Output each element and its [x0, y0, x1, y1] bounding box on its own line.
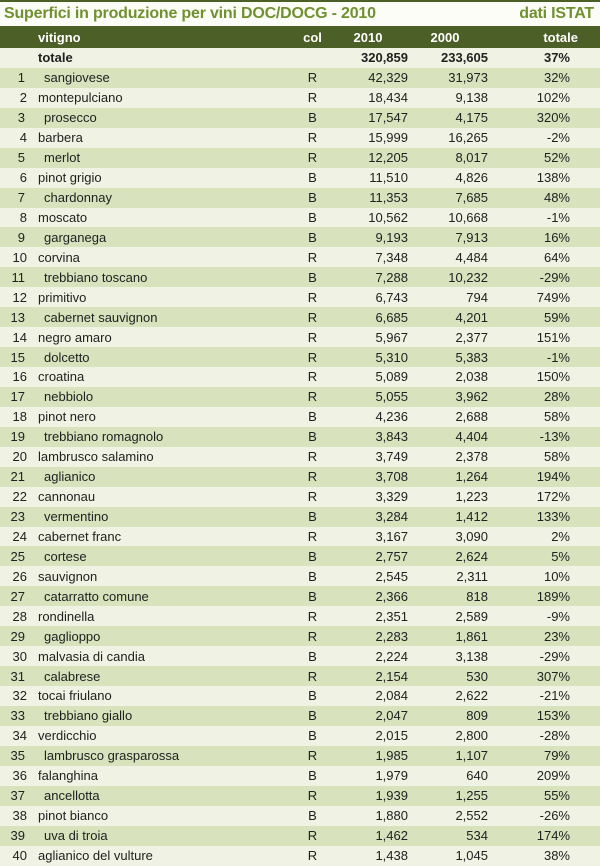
totals-2000-value: 233,605 — [441, 50, 488, 66]
column-header-vitigno: vitigno — [38, 29, 81, 45]
wine-color-cell: R — [307, 489, 318, 505]
grape-name-cell: pinot nero — [38, 409, 96, 425]
grape-name-cell: primitivo — [38, 289, 87, 305]
percent-change-cell: 23% — [543, 628, 570, 644]
table-row — [0, 327, 600, 347]
rank-cell: 17 — [10, 389, 25, 405]
surface-2010-cell: 1,985 — [375, 748, 408, 764]
percent-change-cell: 102% — [536, 90, 570, 106]
surface-2000-cell: 10,232 — [448, 269, 488, 285]
table-row — [0, 786, 600, 806]
wine-color-cell: R — [307, 469, 318, 485]
wine-color-cell: B — [308, 110, 317, 126]
totals-row — [0, 48, 600, 68]
wine-color-cell: B — [308, 229, 317, 245]
table-row — [0, 227, 600, 247]
table-row — [0, 188, 600, 208]
grape-name-cell: corvina — [38, 249, 80, 265]
table-row — [0, 806, 600, 826]
percent-change-cell: 749% — [536, 289, 570, 305]
surface-2000-cell: 640 — [466, 768, 488, 784]
grape-name-cell: sauvignon — [38, 568, 98, 584]
rank-cell: 37 — [10, 788, 25, 804]
surface-2000-cell: 7,685 — [455, 190, 488, 206]
rank-cell: 34 — [12, 728, 27, 744]
surface-2010-cell: 3,843 — [375, 429, 408, 445]
rank-cell: 16 — [12, 369, 27, 385]
percent-change-cell: -26% — [539, 808, 570, 824]
table-row — [0, 706, 600, 726]
surface-2000-cell: 1,223 — [455, 489, 488, 505]
wine-color-cell: R — [307, 668, 318, 684]
percent-change-cell: 5% — [551, 548, 570, 564]
rank-cell: 5 — [17, 150, 25, 166]
table-row — [0, 666, 600, 686]
percent-change-cell: -1% — [546, 349, 570, 365]
grape-name-cell: calabrese — [44, 668, 101, 684]
surface-2010-cell: 7,348 — [375, 249, 408, 265]
wine-color-cell: R — [307, 608, 318, 624]
percent-change-cell: 58% — [543, 409, 570, 425]
table-row — [0, 467, 600, 487]
grape-name-cell: garganega — [44, 229, 107, 245]
wine-color-cell: R — [307, 449, 318, 465]
percent-change-cell: 10% — [543, 568, 570, 584]
surface-2000-cell: 1,412 — [455, 509, 488, 525]
surface-2000-cell: 5,383 — [455, 349, 488, 365]
surface-2000-cell: 4,404 — [455, 429, 488, 445]
surface-2000-cell: 2,038 — [455, 369, 488, 385]
rank-cell: 14 — [12, 329, 27, 345]
surface-2010-cell: 1,979 — [375, 768, 408, 784]
rank-cell: 32 — [12, 688, 27, 704]
surface-2010-cell: 3,708 — [375, 469, 408, 485]
wine-color-cell: R — [307, 70, 318, 86]
percent-change-cell: 58% — [543, 449, 570, 465]
table-row — [0, 347, 600, 367]
surface-2010-cell: 11,353 — [369, 190, 408, 206]
surface-2010-cell: 7,288 — [375, 269, 408, 285]
table-row — [0, 846, 600, 866]
wine-color-cell: R — [307, 788, 318, 804]
surface-2000-cell: 809 — [466, 708, 488, 724]
grape-name-cell: aglianico — [44, 469, 96, 485]
wine-color-cell: R — [307, 389, 318, 405]
table-row — [0, 527, 600, 547]
rank-cell: 18 — [12, 409, 27, 425]
column-header-col: col — [303, 29, 322, 45]
table-row — [0, 646, 600, 666]
grape-name-cell: merlot — [44, 150, 81, 166]
wine-color-cell: B — [308, 768, 317, 784]
grape-name-cell: verdicchio — [38, 728, 97, 744]
percent-change-cell: 189% — [536, 588, 570, 604]
wine-color-cell: R — [307, 309, 318, 325]
surface-2000-cell: 3,138 — [455, 648, 488, 664]
percent-change-cell: -29% — [539, 648, 570, 664]
percent-change-cell: 151% — [536, 329, 570, 345]
wine-color-cell: R — [307, 628, 318, 644]
surface-2000-cell: 9,138 — [455, 90, 488, 106]
rank-cell: 19 — [10, 429, 25, 445]
page-title: Superfici in produzione per vini DOC/DOCG - 2010 — [4, 5, 376, 22]
wine-color-cell: R — [307, 150, 318, 166]
surface-2010-cell: 2,366 — [375, 588, 408, 604]
table-row — [0, 287, 600, 307]
wine-color-cell: R — [307, 349, 318, 365]
wine-color-cell: R — [307, 828, 318, 844]
surface-2000-cell: 16,265 — [448, 130, 488, 146]
wine-color-cell: R — [307, 130, 318, 146]
rank-cell: 9 — [17, 229, 25, 245]
percent-change-cell: 174% — [536, 828, 570, 844]
table-row — [0, 546, 600, 566]
wine-color-cell: R — [307, 90, 318, 106]
surface-2010-cell: 10,562 — [368, 209, 408, 225]
table-row — [0, 746, 600, 766]
table-row — [0, 307, 600, 327]
surface-2000-cell: 4,201 — [455, 309, 488, 325]
wine-color-cell: R — [307, 289, 318, 305]
percent-change-cell: 64% — [543, 249, 570, 265]
percent-change-cell: 138% — [536, 170, 570, 186]
grape-name-cell: prosecco — [44, 110, 97, 126]
table-row — [0, 128, 600, 148]
percent-change-cell: -29% — [539, 269, 570, 285]
surface-2000-cell: 2,378 — [455, 449, 488, 465]
surface-2000-cell: 10,668 — [448, 209, 488, 225]
grape-name-cell: catarratto comune — [44, 588, 149, 604]
grape-name-cell: gaglioppo — [44, 628, 101, 644]
surface-2010-cell: 3,749 — [375, 449, 408, 465]
percent-change-cell: 150% — [536, 369, 570, 385]
grape-name-cell: cannonau — [38, 489, 96, 505]
surface-2000-cell: 2,622 — [455, 688, 488, 704]
percent-change-cell: -9% — [546, 608, 570, 624]
grape-name-cell: nebbiolo — [44, 389, 94, 405]
wine-color-cell: R — [307, 249, 318, 265]
surface-2010-cell: 2,224 — [375, 648, 408, 664]
percent-change-cell: 48% — [543, 190, 570, 206]
grape-name-cell: chardonnay — [44, 190, 112, 206]
wine-color-cell: R — [307, 748, 318, 764]
rank-cell: 13 — [10, 309, 25, 325]
percent-change-cell: 79% — [543, 748, 570, 764]
rank-cell: 15 — [10, 349, 25, 365]
surface-2010-cell: 2,351 — [375, 608, 408, 624]
rank-cell: 29 — [10, 628, 25, 644]
table-row — [0, 507, 600, 527]
column-header-2010: 2010 — [353, 29, 383, 45]
table-body — [0, 68, 600, 866]
percent-change-cell: 52% — [543, 150, 570, 166]
percent-change-cell: 38% — [543, 847, 570, 863]
grape-name-cell: pinot grigio — [38, 170, 102, 186]
grape-name-cell: dolcetto — [44, 349, 90, 365]
title-bar — [0, 2, 600, 26]
table-row — [0, 566, 600, 586]
surface-2000-cell: 794 — [466, 289, 488, 305]
surface-2010-cell: 5,055 — [375, 389, 408, 405]
surface-2010-cell: 1,880 — [375, 808, 408, 824]
totals-label: totale — [38, 50, 73, 66]
rank-cell: 20 — [12, 449, 27, 465]
surface-2000-cell: 2,688 — [455, 409, 488, 425]
surface-2010-cell: 6,743 — [375, 289, 408, 305]
surface-2010-cell: 3,284 — [375, 509, 408, 525]
table-row — [0, 427, 600, 447]
surface-2010-cell: 3,329 — [375, 489, 408, 505]
surface-2010-cell: 2,015 — [375, 728, 408, 744]
percent-change-cell: -13% — [539, 429, 570, 445]
surface-2000-cell: 1,045 — [455, 847, 488, 863]
wine-color-cell: B — [308, 648, 317, 664]
rank-cell: 3 — [17, 110, 25, 126]
surface-2010-cell: 12,205 — [368, 150, 408, 166]
surface-2000-cell: 534 — [466, 828, 488, 844]
percent-change-cell: 320% — [536, 110, 570, 126]
surface-2000-cell: 818 — [466, 588, 488, 604]
grape-name-cell: trebbiano toscano — [44, 269, 148, 285]
rank-cell: 21 — [10, 469, 25, 485]
wine-color-cell: B — [308, 548, 317, 564]
wine-color-cell: B — [308, 170, 317, 186]
grape-name-cell: trebbiano romagnolo — [44, 429, 164, 445]
column-header-2000: 2000 — [430, 29, 460, 45]
table-header-row — [0, 26, 600, 48]
surface-2010-cell: 9,193 — [375, 229, 408, 245]
surface-2000-cell: 2,589 — [455, 608, 488, 624]
table-row — [0, 447, 600, 467]
table-row — [0, 168, 600, 188]
percent-change-cell: 307% — [536, 668, 570, 684]
rank-cell: 11 — [11, 269, 25, 285]
percent-change-cell: 16% — [543, 229, 570, 245]
surface-2000-cell: 7,913 — [455, 229, 488, 245]
percent-change-cell: -1% — [546, 209, 570, 225]
rank-cell: 35 — [10, 748, 25, 764]
grape-name-cell: cabernet franc — [38, 528, 122, 544]
rank-cell: 12 — [12, 289, 27, 305]
table-row — [0, 208, 600, 228]
surface-2000-cell: 1,861 — [455, 628, 488, 644]
surface-2010-cell: 2,545 — [375, 568, 408, 584]
wine-color-cell: B — [308, 190, 317, 206]
percent-change-cell: 2% — [551, 528, 570, 544]
surface-2010-cell: 42,329 — [368, 70, 408, 86]
wine-color-cell: R — [307, 847, 318, 863]
table-row — [0, 686, 600, 706]
surface-2010-cell: 3,167 — [375, 528, 408, 544]
table-row — [0, 267, 600, 287]
table-row — [0, 766, 600, 786]
rank-cell: 26 — [12, 568, 27, 584]
surface-2000-cell: 1,255 — [455, 788, 488, 804]
percent-change-cell: 172% — [536, 489, 570, 505]
rank-cell: 40 — [12, 847, 27, 863]
percent-change-cell: 209% — [536, 768, 570, 784]
table-row — [0, 487, 600, 507]
grape-name-cell: cabernet sauvignon — [44, 309, 158, 325]
surface-2010-cell: 1,939 — [375, 788, 408, 804]
percent-change-cell: -21% — [539, 688, 570, 704]
wine-color-cell: B — [308, 409, 317, 425]
surface-2000-cell: 3,090 — [455, 528, 488, 544]
table-row — [0, 247, 600, 267]
surface-2010-cell: 4,236 — [375, 409, 408, 425]
surface-2010-cell: 15,999 — [368, 130, 408, 146]
table-row — [0, 826, 600, 846]
surface-2000-cell: 2,311 — [456, 568, 488, 584]
grape-name-cell: malvasia di candia — [38, 648, 145, 664]
percent-change-cell: 133% — [536, 509, 570, 525]
totals-percent-value: 37% — [543, 50, 570, 66]
wine-color-cell: R — [307, 329, 318, 345]
rank-cell: 6 — [19, 170, 27, 186]
wine-color-cell: B — [308, 209, 317, 225]
percent-change-cell: 32% — [543, 70, 570, 86]
grape-name-cell: rondinella — [38, 608, 95, 624]
wine-color-cell: B — [308, 509, 317, 525]
surface-2000-cell: 4,484 — [455, 249, 488, 265]
rank-cell: 4 — [19, 130, 27, 146]
surface-2000-cell: 8,017 — [455, 150, 488, 166]
surface-2000-cell: 4,826 — [455, 170, 488, 186]
table-row — [0, 626, 600, 646]
table-row — [0, 407, 600, 427]
totals-2010-value: 320,859 — [361, 50, 408, 66]
grape-name-cell: negro amaro — [38, 329, 112, 345]
percent-change-cell: 194% — [536, 469, 570, 485]
surface-2010-cell: 2,757 — [375, 548, 408, 564]
percent-change-cell: -28% — [539, 728, 570, 744]
rank-cell: 39 — [10, 828, 25, 844]
surface-2000-cell: 1,264 — [455, 469, 488, 485]
surface-2000-cell: 530 — [466, 668, 488, 684]
grape-name-cell: moscato — [38, 209, 88, 225]
table-row — [0, 586, 600, 606]
table-row — [0, 367, 600, 387]
rank-cell: 28 — [12, 608, 27, 624]
rank-cell: 10 — [12, 249, 27, 265]
wine-color-cell: B — [308, 688, 317, 704]
grape-name-cell: aglianico del vulture — [38, 847, 153, 863]
rank-cell: 8 — [19, 209, 27, 225]
surface-2000-cell: 2,552 — [455, 808, 488, 824]
wine-color-cell: R — [307, 528, 318, 544]
grape-name-cell: tocai friulano — [38, 688, 112, 704]
table-row — [0, 148, 600, 168]
percent-change-cell: 59% — [543, 309, 570, 325]
grape-name-cell: uva di troia — [44, 828, 108, 844]
rank-cell: 24 — [12, 528, 27, 544]
surface-2010-cell: 2,047 — [375, 708, 408, 724]
table-row — [0, 606, 600, 626]
grape-name-cell: lambrusco salamino — [38, 449, 154, 465]
rank-cell: 23 — [10, 509, 25, 525]
rank-cell: 36 — [12, 768, 27, 784]
surface-2010-cell: 17,547 — [368, 110, 408, 126]
surface-2010-cell: 5,967 — [375, 329, 408, 345]
grape-name-cell: vermentino — [44, 509, 109, 525]
table-row — [0, 88, 600, 108]
surface-2010-cell: 2,084 — [375, 688, 408, 704]
grape-name-cell: trebbiano giallo — [44, 708, 133, 724]
wine-color-cell: B — [308, 269, 317, 285]
wine-color-cell: R — [307, 369, 318, 385]
wine-color-cell: B — [308, 808, 317, 824]
rank-cell: 31 — [10, 668, 25, 684]
table-row — [0, 108, 600, 128]
grape-name-cell: lambrusco grasparossa — [44, 748, 180, 764]
grape-name-cell: falanghina — [38, 768, 98, 784]
surface-2010-cell: 18,434 — [368, 90, 408, 106]
rank-cell: 27 — [10, 588, 25, 604]
grape-name-cell: sangiovese — [44, 70, 110, 86]
surface-2010-cell: 1,438 — [375, 847, 408, 863]
wine-color-cell: B — [308, 728, 317, 744]
surface-2010-cell: 2,283 — [375, 628, 408, 644]
surface-2000-cell: 2,800 — [455, 728, 488, 744]
table-row — [0, 387, 600, 407]
surface-2010-cell: 5,310 — [375, 349, 408, 365]
surface-2000-cell: 2,377 — [455, 329, 488, 345]
rank-cell: 1 — [17, 70, 25, 86]
surface-2010-cell: 2,154 — [375, 668, 408, 684]
surface-2000-cell: 4,175 — [455, 110, 488, 126]
surface-2000-cell: 2,624 — [455, 548, 488, 564]
table-row — [0, 726, 600, 746]
surface-2010-cell: 1,462 — [375, 828, 408, 844]
table-row — [0, 68, 600, 88]
grape-name-cell: cortese — [44, 548, 87, 564]
surface-2000-cell: 3,962 — [455, 389, 488, 405]
percent-change-cell: 153% — [536, 708, 570, 724]
rank-cell: 2 — [19, 90, 27, 106]
grape-name-cell: croatina — [38, 369, 85, 385]
rank-cell: 7 — [17, 190, 25, 206]
wine-color-cell: B — [308, 568, 317, 584]
rank-cell: 33 — [10, 708, 25, 724]
data-source-label: dati ISTAT — [519, 5, 594, 22]
grape-name-cell: barbera — [38, 130, 83, 146]
surface-2010-cell: 6,685 — [375, 309, 408, 325]
grape-name-cell: ancellotta — [44, 788, 100, 804]
wine-color-cell: B — [308, 588, 317, 604]
percent-change-cell: 28% — [543, 389, 570, 405]
surface-2010-cell: 5,089 — [375, 369, 408, 385]
grape-name-cell: montepulciano — [38, 90, 123, 106]
rank-cell: 30 — [12, 648, 27, 664]
column-header-totale: totale — [543, 29, 578, 45]
percent-change-cell: -2% — [546, 130, 570, 146]
rank-cell: 22 — [12, 489, 27, 505]
surface-2010-cell: 11,510 — [369, 170, 408, 186]
rank-cell: 25 — [10, 548, 25, 564]
grape-name-cell: pinot bianco — [38, 808, 109, 824]
surface-2000-cell: 1,107 — [455, 748, 488, 764]
wine-color-cell: B — [308, 429, 317, 445]
wine-color-cell: B — [308, 708, 317, 724]
surface-2000-cell: 31,973 — [448, 70, 488, 86]
rank-cell: 38 — [12, 808, 27, 824]
percent-change-cell: 55% — [543, 788, 570, 804]
